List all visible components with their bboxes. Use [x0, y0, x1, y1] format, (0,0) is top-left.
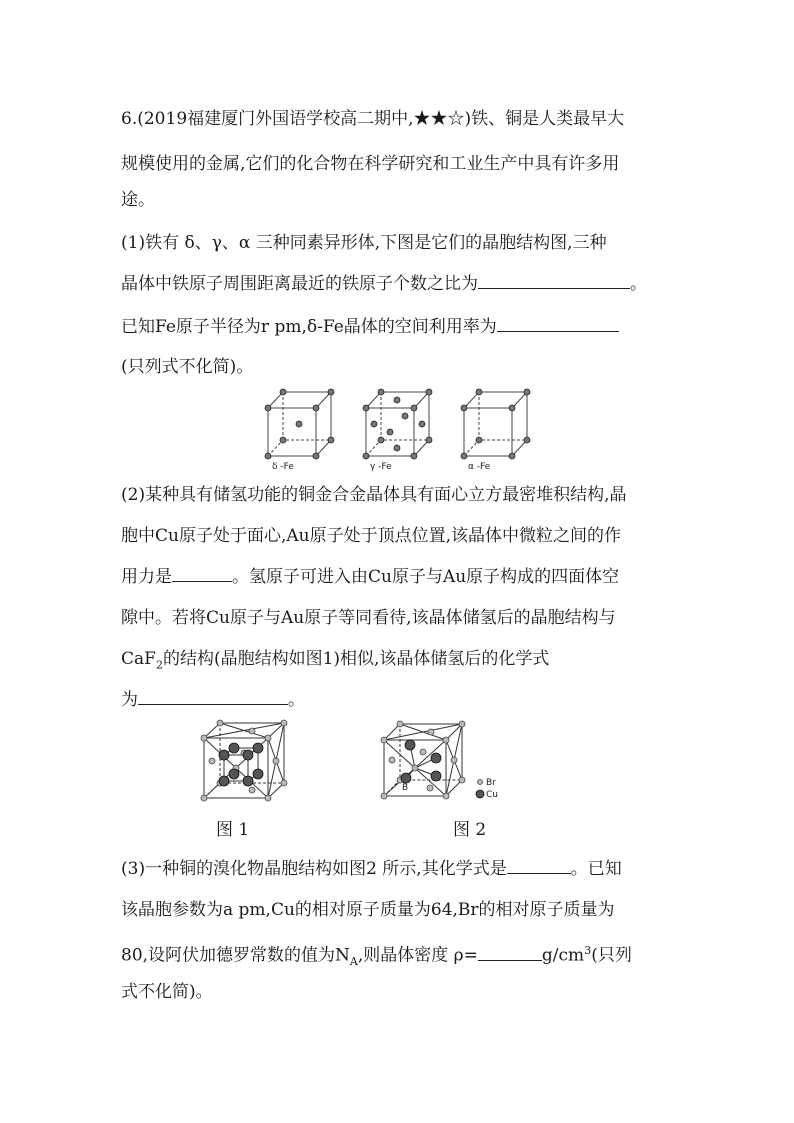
part2-line-3a: 用力是: [121, 567, 172, 587]
part1-line-2: [121, 273, 647, 295]
part1-line-4: (只列式不化简)。: [121, 357, 254, 377]
part2-line-3: [121, 566, 619, 588]
part3-line-2: 该晶胞参数为a pm,Cu的相对原子质量为64,Br的相对原子质量为: [121, 900, 615, 920]
figure-1-label: 图 1: [216, 820, 250, 840]
legend-br-label: Br: [486, 778, 496, 788]
corner-label-b: B: [402, 783, 409, 793]
answer-blank-hydride-formula[interactable]: [138, 689, 288, 705]
part2-line-5: [121, 648, 549, 676]
density-unit-superscript: 3: [584, 944, 592, 957]
part2-line-6b: 。: [288, 690, 305, 710]
part2-line-6: [121, 689, 305, 711]
answer-blank-bromide-formula[interactable]: [507, 858, 571, 874]
part3-line-4: 式不化简)。: [121, 982, 213, 1002]
part2-line-1: (2)某种具有储氢功能的铜金合金晶体具有面心立方最密堆积结构,晶: [121, 485, 627, 505]
question-number: 6.: [121, 109, 138, 129]
part3-line-3b: ,则晶体密度 ρ=: [357, 945, 478, 966]
figure-2-cubr-cell: [378, 718, 506, 804]
answer-blank-density[interactable]: [478, 945, 542, 961]
caf2-subscript: 2: [155, 658, 163, 672]
delta-fe-label: δ -Fe: [272, 462, 294, 472]
part1-line-3: [121, 316, 619, 338]
avogadro-subscript: A: [349, 955, 358, 969]
part2-line-2: 胞中Cu原子处于面心,Au原子处于顶点位置,该晶体中微粒之间的作: [121, 526, 621, 546]
legend-cu-icon: [476, 790, 484, 798]
part3-line-1b: 。已知: [570, 859, 622, 879]
density-unit: g/cm: [541, 945, 585, 966]
alpha-fe-label: α -Fe: [468, 462, 491, 472]
delta-fe-cell: [265, 389, 334, 472]
part2-line-6a: 为: [121, 690, 138, 710]
part1-line-3-text: 已知Fe原子半径为r pm,δ-Fe晶体的空间利用率为: [121, 317, 497, 337]
part3-line-3d: (只列: [591, 945, 632, 966]
alpha-fe-cell: [461, 389, 530, 472]
part1-line-2-text: 晶体中铁原子周围距离最近的铁原子个数之比为: [121, 274, 478, 294]
answer-blank-ratio[interactable]: [478, 273, 630, 289]
question-source: (2019福建厦门外国语学校高二期中,: [137, 109, 414, 129]
gamma-fe-label: γ -Fe: [370, 462, 392, 472]
part2-line-4: 隙中。若将Cu原子与Au原子等同看待,该晶体储氢后的晶胞结构与: [121, 608, 616, 628]
part1-line-1: (1)铁有 δ、γ、α 三种同素异形体,下图是它们的晶胞结构图,三种: [121, 233, 607, 253]
legend-br-icon: [478, 780, 483, 785]
caf2-formula: CaF: [121, 649, 156, 669]
part2-line-3b: 。氢原子可进入由Cu原子与Au原子构成的四面体空: [232, 567, 620, 587]
difficulty-stars: ★★☆: [413, 109, 465, 129]
question-intro: )铁、铜是人类最早大: [464, 109, 625, 129]
gamma-fe-cell: [363, 389, 432, 472]
part3-line-1a: (3)一种铜的溴化物晶胞结构如图2 所示,其化学式是: [121, 859, 507, 879]
part1-line-2-end: 。: [630, 274, 647, 294]
part3-line-1: [121, 858, 622, 880]
part3-line-3: [121, 940, 632, 973]
answer-blank-force[interactable]: [172, 566, 232, 582]
part2-line-5b: 的结构(晶胞结构如图1)相似,该晶体储氢后的化学式: [162, 649, 550, 669]
question-line-2: 规模使用的金属,它们的化合物在科学研究和工业生产中具有许多用: [121, 154, 620, 174]
figure-2-label: 图 2: [453, 820, 487, 840]
figure-1-caf2-cell: [196, 718, 292, 804]
question-line-1: [121, 108, 624, 130]
part3-line-3a: 80,设阿伏加德罗常数的值为N: [121, 945, 350, 966]
legend-cu-label: Cu: [486, 790, 498, 800]
question-line-3: 途。: [121, 190, 155, 210]
answer-blank-space-utilization[interactable]: [497, 316, 619, 332]
iron-unit-cells-figure: [258, 385, 538, 473]
